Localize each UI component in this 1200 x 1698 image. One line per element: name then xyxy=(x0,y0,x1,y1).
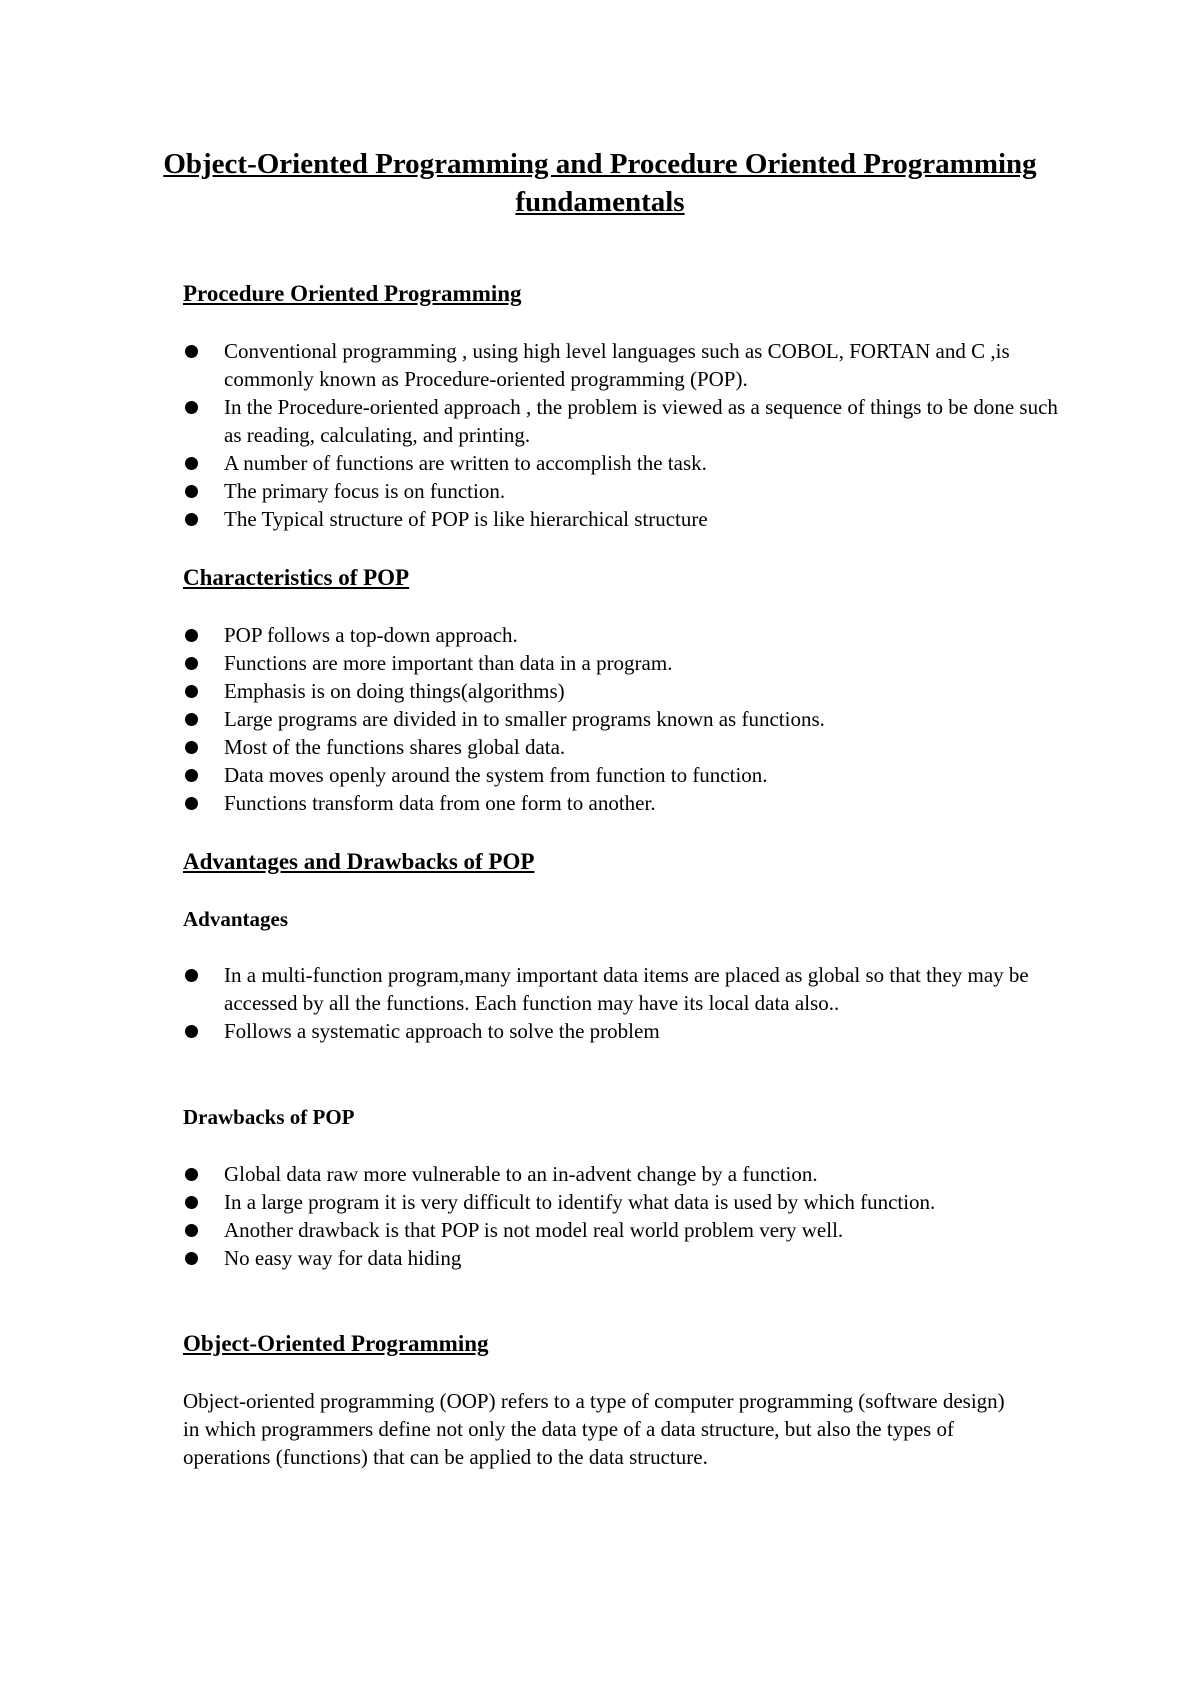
list-item-text: Global data raw more vulnerable to an in-advent change by a function. xyxy=(224,1162,818,1186)
subheading-drawbacks: Drawbacks of POP xyxy=(183,1105,355,1129)
list-item-text: In the Procedure-oriented approach , the problem is viewed as a sequence of things to be done such as reading, calculating, and printing. xyxy=(224,395,1058,447)
list-item-text: The Typical structure of POP is like hierarchical structure xyxy=(224,507,708,531)
list-item-text: In a multi-function program,many important data items are placed as global so that they may be accessed by all the functions. Each function may have its local data also.. xyxy=(224,963,1029,1015)
bullet-icon xyxy=(185,969,198,982)
bullet-icon xyxy=(185,513,198,526)
bullet-icon xyxy=(185,1168,198,1181)
characteristics-bullet-list xyxy=(183,621,1063,817)
drawbacks-bullet-list xyxy=(183,1160,1063,1272)
list-item xyxy=(183,705,1063,733)
document-title: Object-Oriented Programming and Procedure Oriented Programming fundamentals xyxy=(163,148,1037,218)
list-item xyxy=(183,961,1063,1017)
list-item-text: Emphasis is on doing things(algorithms) xyxy=(224,679,565,703)
list-item-text: Most of the functions shares global data. xyxy=(224,735,566,759)
list-item xyxy=(183,1244,1063,1272)
bullet-icon xyxy=(185,1196,198,1209)
list-item xyxy=(183,621,1063,649)
pop-bullet-list xyxy=(183,337,1063,533)
oop-paragraph: Object-oriented programming (OOP) refers to a type of computer programming (software design) in which programmers define not only the data type of a data structure, but also the types of operations (functions) that can be applied to the data structure. xyxy=(183,1389,1005,1469)
list-item xyxy=(183,1017,1063,1045)
list-item xyxy=(183,505,1063,533)
bullet-icon xyxy=(185,797,198,810)
bullet-icon xyxy=(185,1025,198,1038)
list-item-text: Functions are more important than data in a program. xyxy=(224,651,673,675)
list-item-text: In a large program it is very difficult to identify what data is used by which function. xyxy=(224,1190,936,1214)
bullet-icon xyxy=(185,713,198,726)
subheading-advantages: Advantages xyxy=(183,907,289,931)
list-item-text: Data moves openly around the system from function to function. xyxy=(224,763,768,787)
list-item xyxy=(183,677,1063,705)
list-item xyxy=(183,449,1063,477)
bullet-icon xyxy=(185,401,198,414)
section-heading-advantages-drawbacks: Advantages and Drawbacks of POP xyxy=(183,849,535,874)
list-item-text: POP follows a top-down approach. xyxy=(224,623,518,647)
list-item xyxy=(183,1216,1063,1244)
list-item xyxy=(183,733,1063,761)
bullet-icon xyxy=(185,345,198,358)
list-item-text: A number of functions are written to accomplish the task. xyxy=(224,451,707,475)
list-item xyxy=(183,1188,1063,1216)
list-item-text: Another drawback is that POP is not model real world problem very well. xyxy=(224,1218,844,1242)
bullet-icon xyxy=(185,485,198,498)
bullet-icon xyxy=(185,769,198,782)
bullet-icon xyxy=(185,629,198,642)
list-item-text: Large programs are divided in to smaller programs known as functions. xyxy=(224,707,825,731)
list-item xyxy=(183,337,1063,393)
bullet-icon xyxy=(185,1224,198,1237)
section-heading-characteristics: Characteristics of POP xyxy=(183,565,410,590)
list-item-text: No easy way for data hiding xyxy=(224,1246,462,1270)
list-item xyxy=(183,393,1063,449)
list-item-text: Conventional programming , using high level languages such as COBOL, FORTAN and C ,is commonly known as Procedure-oriented programming (POP). xyxy=(224,339,1010,391)
advantages-bullet-list xyxy=(183,961,1063,1045)
list-item-text: Functions transform data from one form to another. xyxy=(224,791,656,815)
bullet-icon xyxy=(185,1252,198,1265)
bullet-icon xyxy=(185,741,198,754)
section-heading-pop: Procedure Oriented Programming xyxy=(183,281,522,306)
bullet-icon xyxy=(185,685,198,698)
list-item xyxy=(183,649,1063,677)
list-item xyxy=(183,477,1063,505)
section-heading-oop: Object-Oriented Programming xyxy=(183,1331,489,1356)
list-item-text: The primary focus is on function. xyxy=(224,479,506,503)
list-item xyxy=(183,1160,1063,1188)
list-item-text: Follows a systematic approach to solve the problem xyxy=(224,1019,660,1043)
list-item xyxy=(183,761,1063,789)
list-item xyxy=(183,789,1063,817)
bullet-icon xyxy=(185,657,198,670)
bullet-icon xyxy=(185,457,198,470)
